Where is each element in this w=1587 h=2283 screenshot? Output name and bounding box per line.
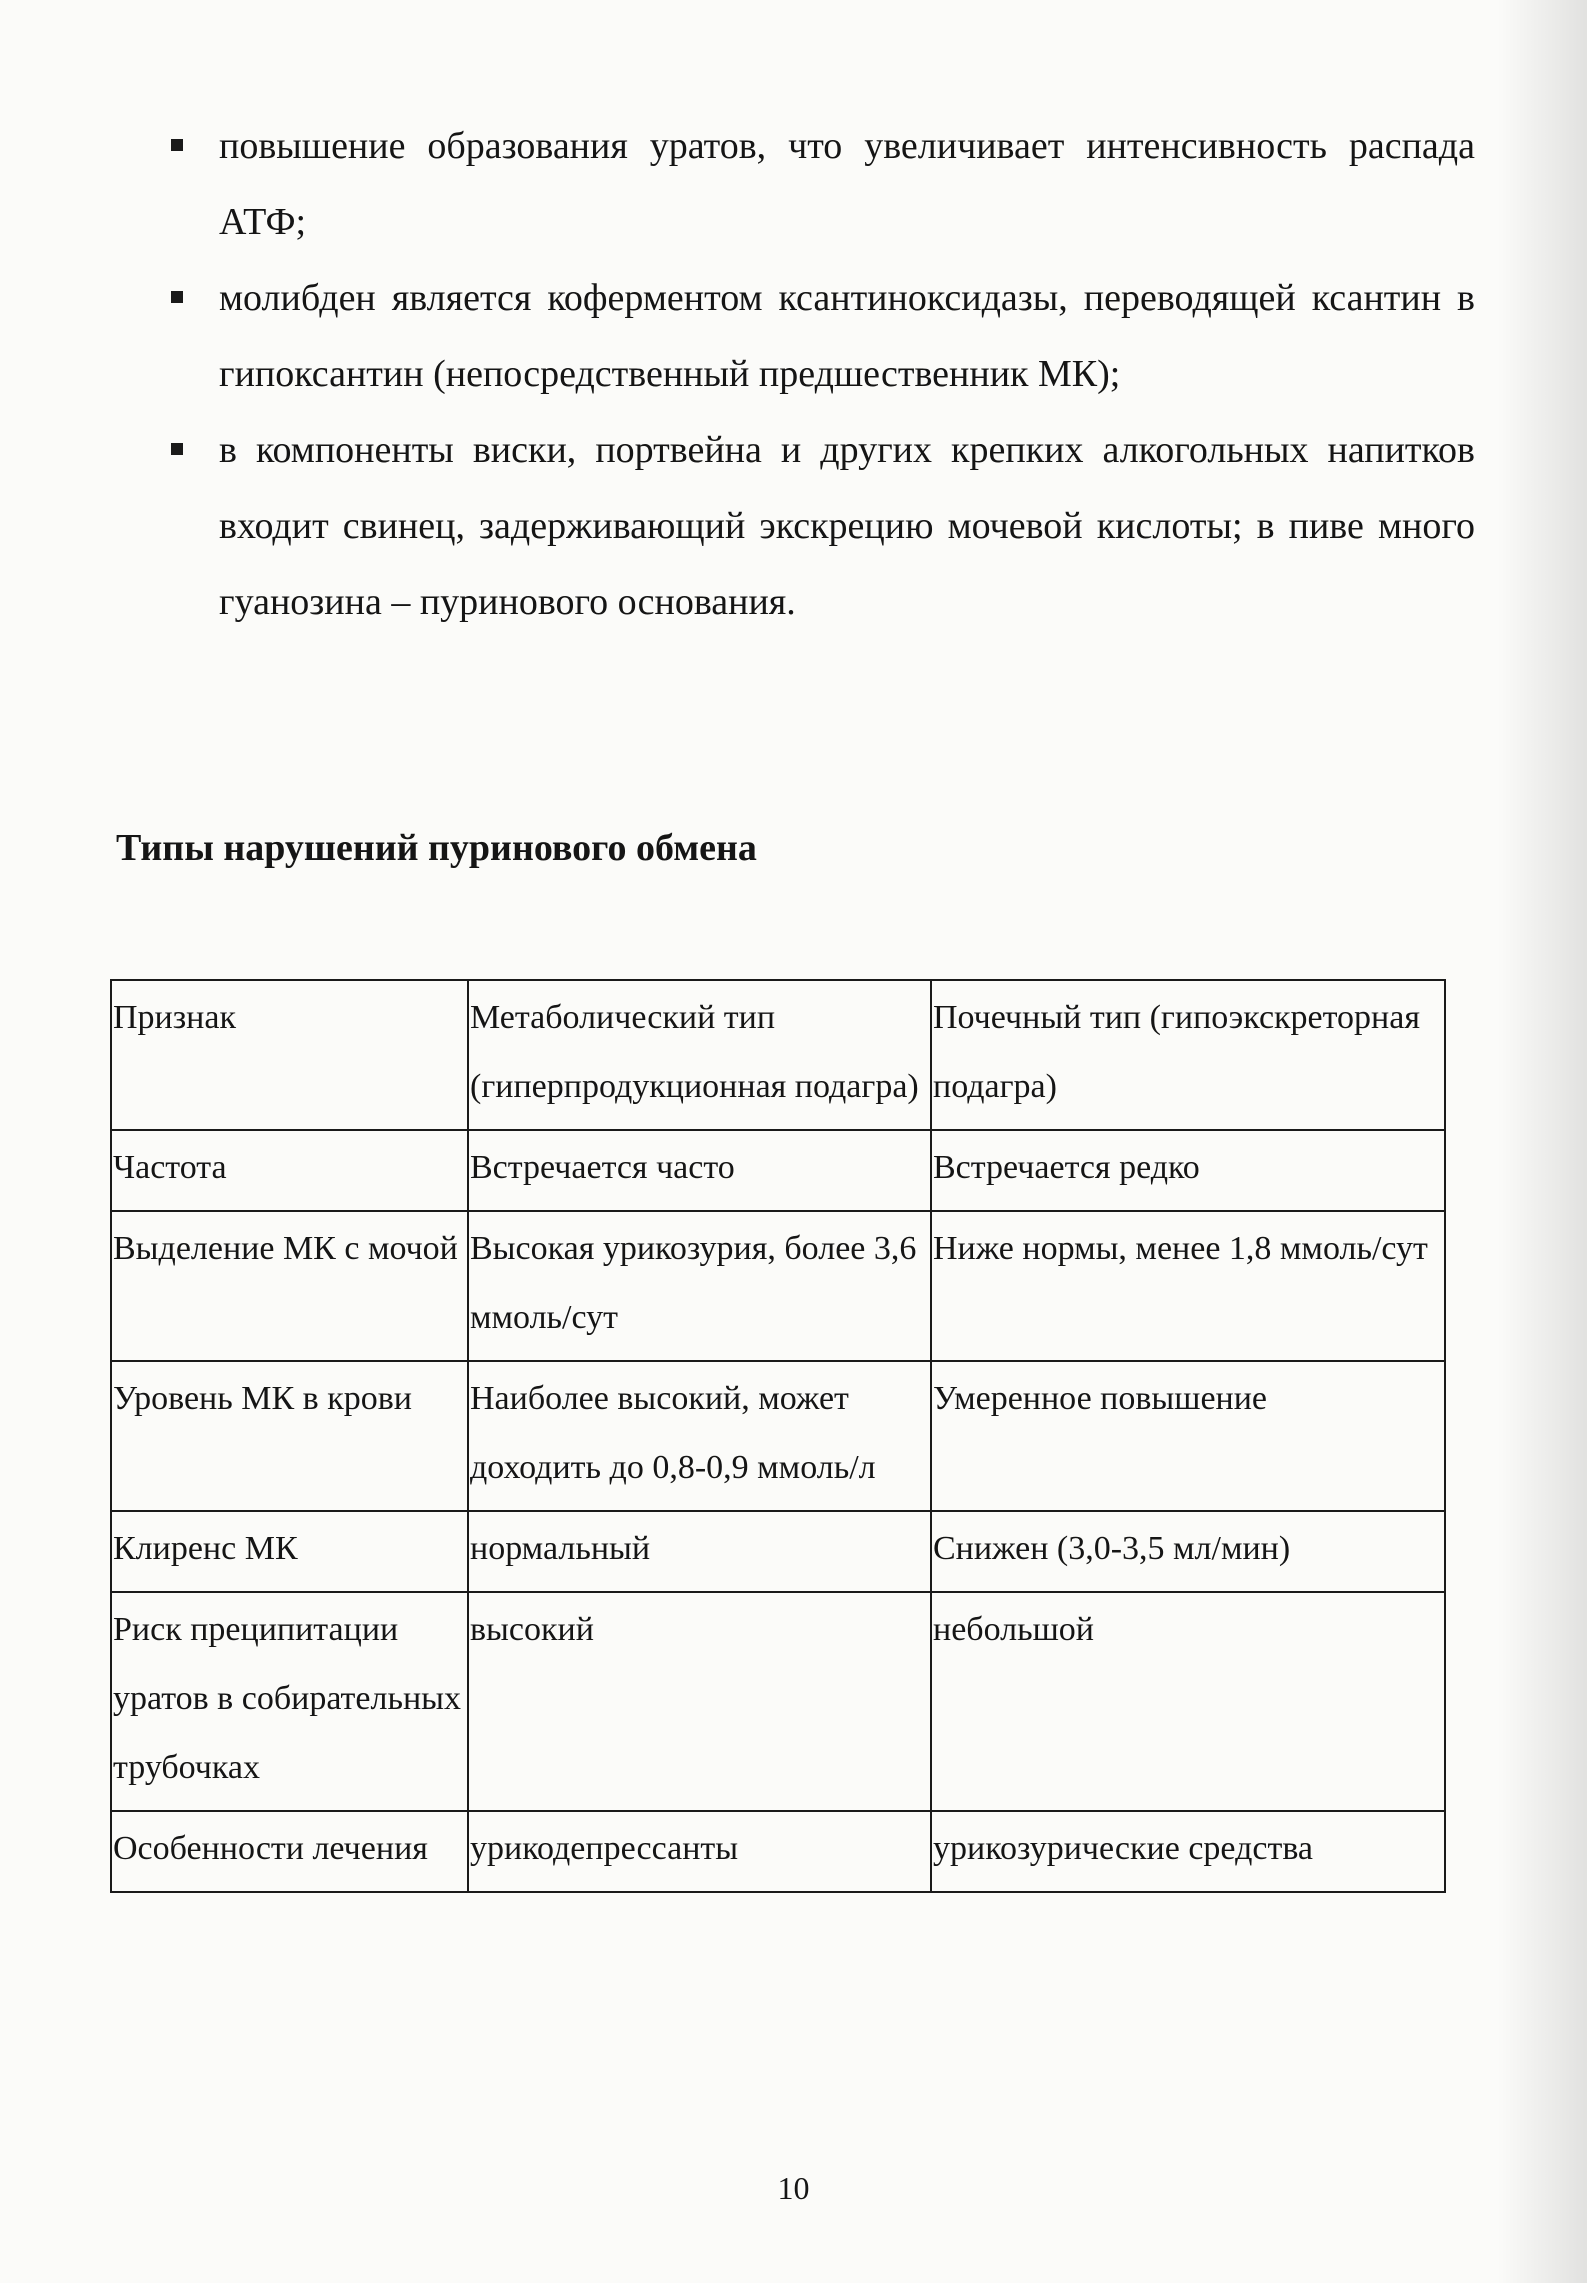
table-cell: небольшой xyxy=(931,1592,1445,1811)
table-cell: Риск преципитации уратов в собирательных трубочках xyxy=(111,1592,468,1811)
page-number: 10 xyxy=(777,2170,810,2206)
bullet-item: молибден является коферментом ксантиноксидазы, переводящей ксантин в гипоксантин (непосредственный предшественник МК); xyxy=(163,260,1475,412)
table-row xyxy=(111,1511,1445,1592)
table-cell: Снижен (3,0-3,5 мл/мин) xyxy=(931,1511,1445,1592)
table-cell: нормальный xyxy=(468,1511,931,1592)
scan-edge-shadow xyxy=(1497,0,1587,2283)
table-cell: Выделение МК с мочой xyxy=(111,1211,468,1361)
table-row xyxy=(111,1592,1445,1811)
table-cell: высокий xyxy=(468,1592,931,1811)
table-cell: Особенности лечения xyxy=(111,1811,468,1892)
disorder-types-table-wrap xyxy=(110,979,1446,1893)
table-header-cell: Метаболический тип (гиперпродукционная подагра) xyxy=(468,980,931,1130)
table-row xyxy=(111,1361,1445,1511)
table-cell: Высокая урикозурия, более 3,6 ммоль/сут xyxy=(468,1211,931,1361)
table-row xyxy=(111,1130,1445,1211)
table-cell: урикозурические средства xyxy=(931,1811,1445,1892)
table-header-cell: Почечный тип (гипоэкскреторная подагра) xyxy=(931,980,1445,1130)
table-header-cell: Признак xyxy=(111,980,468,1130)
table-row xyxy=(111,1811,1445,1892)
table-cell: Наиболее высокий, может доходить до 0,8-0,9 ммоль/л xyxy=(468,1361,931,1511)
table-cell: Встречается часто xyxy=(468,1130,931,1211)
table-row xyxy=(111,1211,1445,1361)
disorder-types-table xyxy=(110,979,1446,1893)
table-cell: урикодепрессанты xyxy=(468,1811,931,1892)
table-cell: Ниже нормы, менее 1,8 ммоль/сут xyxy=(931,1211,1445,1361)
section-heading: Типы нарушений пуринового обмена xyxy=(116,827,757,869)
table-cell: Клиренс МК xyxy=(111,1511,468,1592)
table-cell: Встречается редко xyxy=(931,1130,1445,1211)
table-cell: Умеренное повышение xyxy=(931,1361,1445,1511)
table-cell: Уровень МК в крови xyxy=(111,1361,468,1511)
bullet-item: в компоненты виски, портвейна и других крепких алкогольных напитков входит свинец, задерживающий экскрецию мочевой кислоты; в пиве много гуанозина – пуринового основания. xyxy=(163,412,1475,640)
table-cell: Частота xyxy=(111,1130,468,1211)
bullet-item: повышение образования уратов, что увеличивает интенсивность распада АТФ; xyxy=(163,108,1475,260)
table-header-row xyxy=(111,980,1445,1130)
bullet-list xyxy=(163,108,1475,640)
